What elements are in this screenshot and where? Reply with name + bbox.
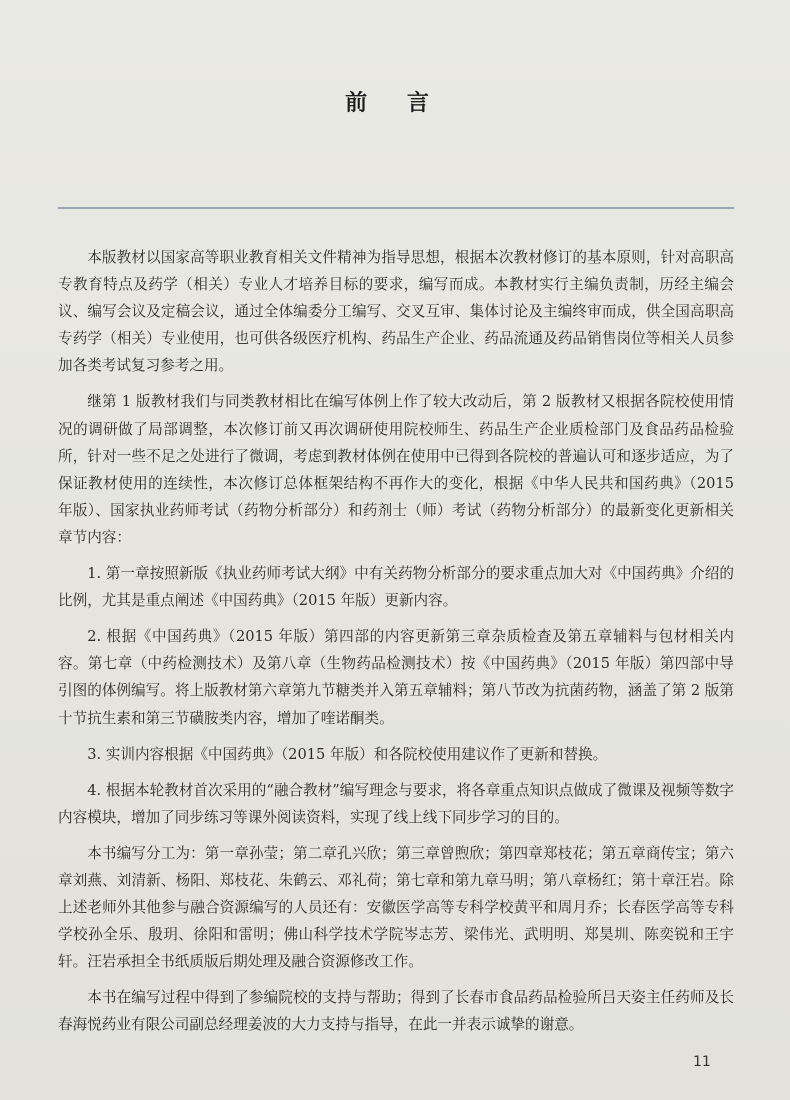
paragraph-item-3: 3. 实训内容根据《中国药典》（2015 年版）和各院校使用建议作了更新和替换。 — [87, 745, 608, 763]
paragraph-acknowledgement: 本书在编写过程中得到了参编院校的支持与帮助；得到了长春市食品药品检验所吕天姿主任药师及长春海悦药业有限公司副总经理姜波的大力支持与指导，在此一并表示诚挚的谢意。 — [58, 989, 734, 1034]
paragraph-item-2: 2. 根据《中国药典》（2015 年版）第四部的内容更新第三章杂质检查及第五章辅料与包材相关内容。第七章（中药检测技术）及第八章（生物药品检测技术）按《中国药典》（2015 年版）第四部中导引图的体例编写。将上版教材第六章第九节糖类并入第五章辅料；第八节改为抗菌药物，涵盖了第 2 版第十节抗生素和第三节磺胺类内容，增加了喹诺酮类。 — [58, 628, 734, 727]
page-title: 前 言 — [345, 91, 445, 116]
preface-body — [58, 244, 734, 1048]
paragraph-revision: 继第 1 版教材我们与同类教材相比在编写体例上作了较大改动后，第 2 版教材又根据各院校使用情况的调研做了局部调整，本次修订前又再次调研使用院校师生、药品生产企业质检部门及食品药品检验所，针对一些不足之处进行了微调，考虑到教材体例在使用中已得到各院校的普遍认可和逐步适应，为了保证教材使用的连续性，本次修订总体框架结构不再作大的变化，根据《中华人民共和国药典》（2015 年版）、国家执业药师考试（药物分析部分）和药剂士（师）考试（药物分析部分）的最新变化更新相关章节内容： — [58, 393, 734, 546]
title-divider — [58, 207, 734, 209]
page-number: 11 — [693, 1054, 711, 1070]
paragraph-item-1: 1. 第一章按照新版《执业药师考试大纲》中有关药物分析部分的要求重点加大对《中国药典》介绍的比例，尤其是重点阐述《中国药典》（2015 年版）更新内容。 — [58, 565, 734, 610]
paragraph-intro: 本版教材以国家高等职业教育相关文件精神为指导思想，根据本次教材修订的基本原则，针对高职高专教育特点及药学（相关）专业人才培养目标的要求，编写而成。本教材实行主编负责制，历经主编会议、编写会议及定稿会议，通过全体编委分工编写、交叉互审、集体讨论及主编终审而成，供全国高职高专药学（相关）专业使用，也可供各级医疗机构、药品生产企业、药品流通及药品销售岗位等相关人员参加各类考试复习参考之用。 — [58, 249, 734, 375]
paragraph-authors: 本书编写分工为：第一章孙莹；第二章孔兴欣；第三章曾煦欣；第四章郑枝花；第五章商传宝；第六章刘燕、刘清新、杨阳、郑枝花、朱鹤云、邓礼荷；第七章和第九章马明；第八章杨红；第十章汪岩。除上述老师外其他参与融合资源编写的人员还有：安徽医学高等专科学校黄平和周月乔；长春医学高等专科学校孙全乐、殷玥、徐阳和雷明；佛山科学技术学院岑志芳、梁伟光、武明明、郑昊圳、陈奕锐和王宇轩。汪岩承担全书纸质版后期处理及融合资源修改工作。 — [58, 844, 734, 971]
paragraph-item-4: 4. 根据本轮教材首次采用的“融合教材”编写理念与要求，将各章重点知识点做成了微课及视频等数字内容模块，增加了同步练习等课外阅读资料，实现了线上线下同步学习的目的。 — [58, 781, 734, 826]
